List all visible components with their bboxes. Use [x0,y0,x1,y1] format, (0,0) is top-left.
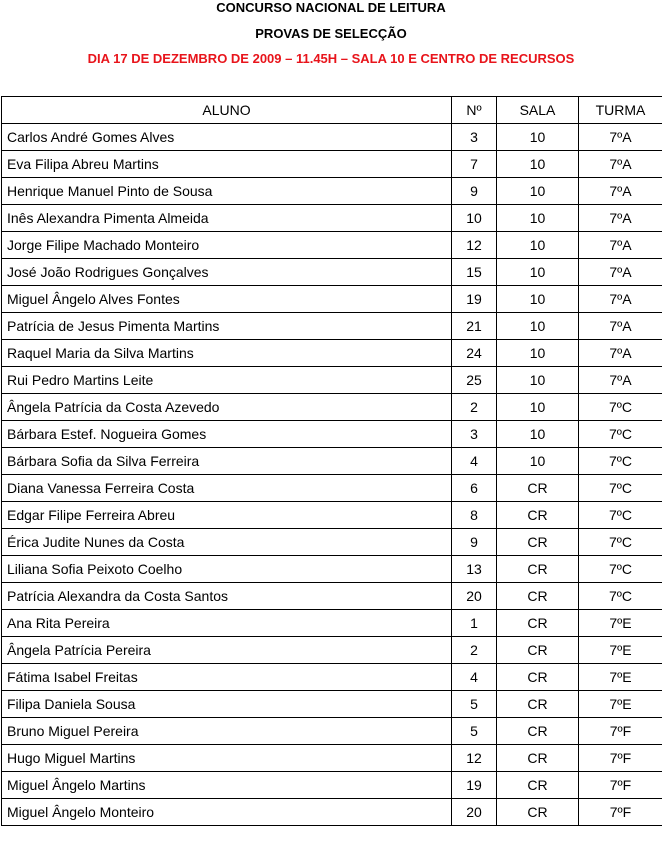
table-row [2,259,662,286]
table-row [2,799,662,826]
room-cell: 10 [497,205,579,232]
student-number-cell: 4 [452,448,497,475]
room-cell: CR [497,556,579,583]
room-cell: CR [497,610,579,637]
class-cell: 7ºF [579,718,662,745]
room-cell: 10 [497,313,579,340]
room-cell: 10 [497,448,579,475]
room-cell: 10 [497,178,579,205]
class-cell: 7ºC [579,421,662,448]
room-cell: 10 [497,394,579,421]
student-number-cell: 21 [452,313,497,340]
room-cell: CR [497,664,579,691]
student-name-cell: Patrícia de Jesus Pimenta Martins [2,313,452,340]
class-cell: 7ºA [579,232,662,259]
room-cell: 10 [497,340,579,367]
student-number-cell: 24 [452,340,497,367]
exam-date-location: DIA 17 DE DEZEMBRO DE 2009 – 11.45H – SALA 10 E CENTRO DE RECURSOS [87,51,575,66]
room-cell: 10 [497,232,579,259]
class-cell: 7ºE [579,664,662,691]
student-name-cell: Miguel Ângelo Monteiro [2,799,452,826]
room-cell: CR [497,529,579,556]
student-table [1,96,662,826]
class-cell: 7ºC [579,583,662,610]
table-row [2,610,662,637]
table-row [2,448,662,475]
table-row [2,340,662,367]
student-name-cell: Bruno Miguel Pereira [2,718,452,745]
table-row [2,286,662,313]
room-cell: CR [497,799,579,826]
student-number-cell: 12 [452,745,497,772]
table-header-row [2,97,662,124]
room-cell: CR [497,745,579,772]
student-number-cell: 12 [452,232,497,259]
room-cell: 10 [497,151,579,178]
table-row [2,529,662,556]
class-cell: 7ºE [579,610,662,637]
table-row [2,745,662,772]
class-cell: 7ºA [579,259,662,286]
room-cell: 10 [497,259,579,286]
student-name-cell: Jorge Filipe Machado Monteiro [2,232,452,259]
table-row [2,151,662,178]
class-cell: 7ºA [579,367,662,394]
class-cell: 7ºA [579,340,662,367]
table-row [2,718,662,745]
student-name-cell: Fátima Isabel Freitas [2,664,452,691]
table-row [2,502,662,529]
student-name-cell: Ângela Patrícia da Costa Azevedo [2,394,452,421]
student-name-cell: Patrícia Alexandra da Costa Santos [2,583,452,610]
class-cell: 7ºC [579,556,662,583]
class-cell: 7ºF [579,772,662,799]
room-cell: CR [497,502,579,529]
class-cell: 7ºA [579,124,662,151]
student-name-cell: Eva Filipa Abreu Martins [2,151,452,178]
room-cell: CR [497,718,579,745]
room-cell: CR [497,583,579,610]
student-number-cell: 20 [452,799,497,826]
student-number-cell: 15 [452,259,497,286]
table-row [2,475,662,502]
student-name-cell: Ana Rita Pereira [2,610,452,637]
table-row [2,205,662,232]
student-name-cell: Hugo Miguel Martins [2,745,452,772]
student-name-cell: Érica Judite Nunes da Costa [2,529,452,556]
table-row [2,691,662,718]
student-name-cell: Henrique Manuel Pinto de Sousa [2,178,452,205]
table-row [2,556,662,583]
class-cell: 7ºC [579,502,662,529]
student-number-cell: 10 [452,205,497,232]
student-name-cell: Miguel Ângelo Martins [2,772,452,799]
student-number-cell: 4 [452,664,497,691]
room-cell: CR [497,691,579,718]
room-cell: CR [497,637,579,664]
class-cell: 7ºF [579,745,662,772]
room-cell: 10 [497,286,579,313]
class-cell: 7ºE [579,691,662,718]
class-cell: 7ºA [579,313,662,340]
table-row [2,124,662,151]
table-body [2,124,662,826]
table-row [2,313,662,340]
student-number-cell: 6 [452,475,497,502]
student-name-cell: Bárbara Estef. Nogueira Gomes [2,421,452,448]
column-header-numero: Nº [452,97,497,124]
room-cell: CR [497,772,579,799]
column-header-sala: SALA [497,97,579,124]
class-cell: 7ºC [579,394,662,421]
table-row [2,583,662,610]
student-name-cell: Diana Vanessa Ferreira Costa [2,475,452,502]
student-name-cell: Carlos André Gomes Alves [2,124,452,151]
student-name-cell: Miguel Ângelo Alves Fontes [2,286,452,313]
class-cell: 7ºE [579,637,662,664]
student-number-cell: 25 [452,367,497,394]
student-number-cell: 2 [452,637,497,664]
class-cell: 7ºF [579,799,662,826]
student-number-cell: 2 [452,394,497,421]
column-header-aluno: ALUNO [2,97,452,124]
document-subtitle: PROVAS DE SELECÇÃO [255,26,407,41]
student-number-cell: 5 [452,691,497,718]
student-name-cell: Filipa Daniela Sousa [2,691,452,718]
room-cell: 10 [497,367,579,394]
student-number-cell: 20 [452,583,497,610]
class-cell: 7ºA [579,205,662,232]
student-number-cell: 7 [452,151,497,178]
table-row [2,367,662,394]
student-name-cell: Inês Alexandra Pimenta Almeida [2,205,452,232]
table-row [2,178,662,205]
table-row [2,394,662,421]
student-name-cell: Raquel Maria da Silva Martins [2,340,452,367]
table-row [2,637,662,664]
class-cell: 7ºA [579,286,662,313]
document-title: CONCURSO NACIONAL DE LEITURA [216,0,446,15]
class-cell: 7ºC [579,448,662,475]
class-cell: 7ºA [579,178,662,205]
student-number-cell: 19 [452,772,497,799]
table-row [2,664,662,691]
student-name-cell: Bárbara Sofia da Silva Ferreira [2,448,452,475]
student-name-cell: José João Rodrigues Gonçalves [2,259,452,286]
student-number-cell: 1 [452,610,497,637]
student-number-cell: 19 [452,286,497,313]
student-number-cell: 3 [452,124,497,151]
student-name-cell: Edgar Filipe Ferreira Abreu [2,502,452,529]
class-cell: 7ºC [579,475,662,502]
table-row [2,772,662,799]
student-name-cell: Rui Pedro Martins Leite [2,367,452,394]
table-row [2,232,662,259]
student-name-cell: Liliana Sofia Peixoto Coelho [2,556,452,583]
student-name-cell: Ângela Patrícia Pereira [2,637,452,664]
student-number-cell: 13 [452,556,497,583]
class-cell: 7ºC [579,529,662,556]
student-number-cell: 9 [452,529,497,556]
student-number-cell: 9 [452,178,497,205]
class-cell: 7ºA [579,151,662,178]
room-cell: 10 [497,421,579,448]
room-cell: CR [497,475,579,502]
table-row [2,421,662,448]
student-number-cell: 3 [452,421,497,448]
room-cell: 10 [497,124,579,151]
student-number-cell: 5 [452,718,497,745]
student-number-cell: 8 [452,502,497,529]
column-header-turma: TURMA [579,97,662,124]
